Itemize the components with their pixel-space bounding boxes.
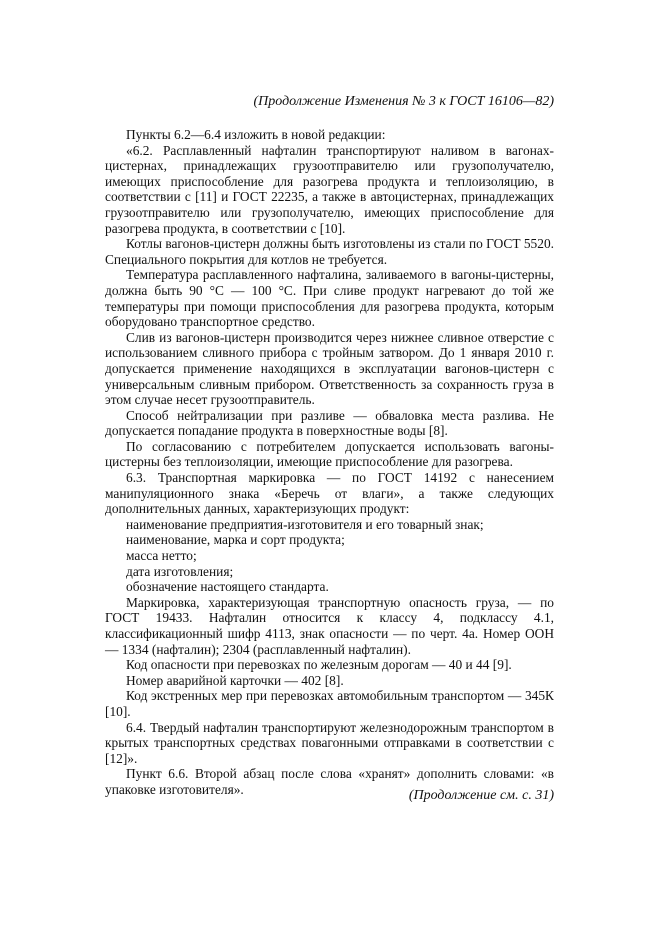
paragraph: Пункты 6.2—6.4 изложить в новой редакции: xyxy=(126,127,386,142)
continuation-note: (Продолжение см. с. 31) xyxy=(408,788,554,803)
paragraph: Код экстренных мер при перевозках автомобильным транспортом — 345К [10]. xyxy=(105,688,554,719)
paragraph: Пункт 6.6. Второй абзац после слова «хранят» дополнить словами: «в упаковке изготовителя». xyxy=(105,766,554,797)
list-item: обозначение настоящего стандарта. xyxy=(126,579,329,595)
paragraph: Слив из вагонов-цистерн производится через нижнее сливное отверстие с использованием сливного прибора с тройным затвором. До 1 января 2010 г. допускается применение находящихся в эксплуатации вагонов-цистерн с универсальным сливным прибором. Ответственность за сохранность груза в этом случае несет грузоотправитель. xyxy=(105,329,554,408)
paragraph: Номер аварийной карточки — 402 [8]. xyxy=(126,672,344,688)
list-item: дата изготовления; xyxy=(126,563,234,579)
paragraph: Температура расплавленного нафталина, заливаемого в вагоны-цистерны, должна быть 90 °С — 100 °С. При сливе продукт нагревают до той же температуры при помощи приспособления для разогрева продукта, которым оборудовано транспортное средство. xyxy=(105,267,554,330)
paragraph: «6.2. Расплавленный нафталин транспортируют наливом в вагонах-цистернах, принадлежащих грузоотправителю или грузополучателю, имеющих приспособление для разогрева продукта и теплоизоляцию, в соответствии с [11] и ГОСТ 22235, а также в автоцистернах, принадлежащих грузоотправителю или грузополучателю, имеющих приспособление для разогрева продукта, в соответствии с [10]. xyxy=(105,142,554,236)
running-header: (Продолжение Изменения № 3 к ГОСТ 16106—82) xyxy=(253,94,554,109)
paragraph: Способ нейтрализации при разливе — обваловка места разлива. Не допускается попадание продукта в поверхностные воды [8]. xyxy=(105,407,554,439)
list-item: наименование предприятия-изготовителя и его товарный знак; xyxy=(126,516,484,532)
paragraph: Код опасности при перевозках по железным дорогам — 40 и 44 [9]. xyxy=(126,657,512,673)
paragraph: Котлы вагонов-цистерн должны быть изготовлены из стали по ГОСТ 5520. Специального покрытия для котлов не требуется. xyxy=(105,236,554,267)
list-item: наименование, марка и сорт продукта; xyxy=(126,532,345,548)
paragraph: 6.3. Транспортная маркировка — по ГОСТ 14192 с нанесением манипуляционного знака «Беречь от влаги», а также следующих дополнительных данных, характеризующих продукт: xyxy=(105,470,554,517)
paragraph: По согласованию с потребителем допускается использовать вагоны-цистерны без теплоизоляции, имеющие приспособление для разогрева. xyxy=(105,438,554,470)
paragraph: Маркировка, характеризующая транспортную опасность груза, — по ГОСТ 19433. Нафталин относится к классу 4, подклассу 4.1, классификационный шифр 4113, знак опасности — по черт. 4а. Номер ООН — 1334 (нафталин); 2304 (расплавленный нафталин). xyxy=(105,594,554,657)
document-body xyxy=(105,127,554,798)
paragraph: 6.4. Твердый нафталин транспортируют железнодорожным транспортом в крытых транспортных средствах повагонными отправками в соответствии с [12]». xyxy=(105,719,554,766)
list-item: масса нетто; xyxy=(126,548,197,564)
